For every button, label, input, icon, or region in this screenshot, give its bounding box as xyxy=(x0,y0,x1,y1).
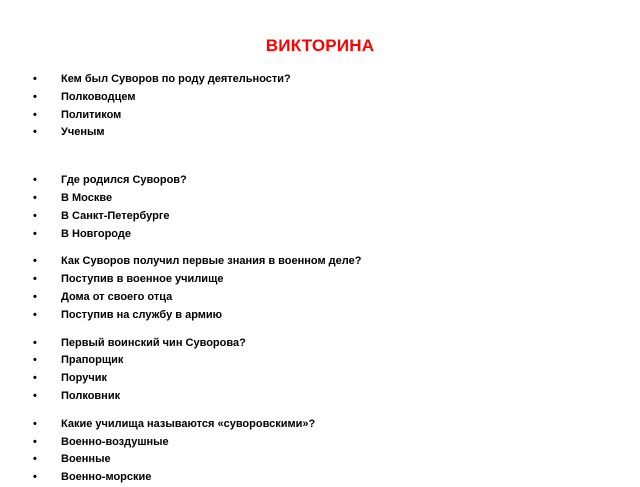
bullet-icon: • xyxy=(33,372,37,385)
question-item xyxy=(0,335,640,351)
answer-item xyxy=(0,124,640,140)
answer-item xyxy=(0,370,640,386)
answer-item xyxy=(0,388,640,404)
question-text: Первый воинский чин Суворова? xyxy=(61,336,246,349)
bullet-icon: • xyxy=(33,209,37,222)
spacer xyxy=(0,325,640,335)
answer-text: Полковник xyxy=(61,389,121,402)
answer-item xyxy=(0,226,640,242)
slide-title: ВИКТОРИНА xyxy=(265,36,375,55)
bullet-icon: • xyxy=(33,417,37,430)
answer-item xyxy=(0,89,640,105)
question-text: Где родился Суворов? xyxy=(61,174,187,187)
bullet-icon: • xyxy=(33,126,37,139)
question-item xyxy=(0,71,640,87)
answer-text: Поступив в военное училище xyxy=(61,273,224,286)
bullet-icon: • xyxy=(33,471,37,484)
answer-text: В Санкт-Петербурге xyxy=(61,209,170,222)
answer-text: Политиком xyxy=(61,108,122,121)
spacer xyxy=(0,406,640,416)
question-item xyxy=(0,416,640,432)
bullet-icon: • xyxy=(33,90,37,103)
answer-text: Ученым xyxy=(61,126,105,139)
bullet-icon: • xyxy=(33,435,37,448)
spacer xyxy=(0,243,640,253)
quiz-question-block xyxy=(0,172,640,241)
question-text: Какие училища называются «суворовскими»? xyxy=(61,417,316,430)
answer-item xyxy=(0,352,640,368)
answer-text: Дома от своего отца xyxy=(61,290,173,303)
spacer xyxy=(0,142,640,172)
answer-item xyxy=(0,434,640,450)
bullet-icon: • xyxy=(33,389,37,402)
bullet-icon: • xyxy=(33,308,37,321)
bullet-icon: • xyxy=(33,191,37,204)
bullet-icon: • xyxy=(33,73,37,85)
bullet-icon: • xyxy=(33,354,37,367)
quiz-question-block xyxy=(0,335,640,404)
answer-text: Поступив на службу в армию xyxy=(61,308,223,321)
bullet-icon: • xyxy=(33,273,37,286)
answer-text: Военно-морские xyxy=(61,471,152,484)
answer-text: В Москве xyxy=(61,191,113,204)
bullet-icon: • xyxy=(33,108,37,121)
answer-item xyxy=(0,451,640,467)
question-text: Как Суворов получил первые знания в военном деле? xyxy=(61,255,362,268)
quiz-question-block xyxy=(0,71,640,140)
answer-text: Полководцем xyxy=(61,90,136,103)
question-item xyxy=(0,172,640,188)
quiz-question-block xyxy=(0,416,640,485)
answer-text: Военные xyxy=(61,453,111,466)
answer-text: В Новгороде xyxy=(61,227,131,240)
answer-text: Прапорщик xyxy=(61,354,124,367)
answer-item xyxy=(0,107,640,123)
bullet-icon: • xyxy=(33,255,37,268)
quiz-question-block xyxy=(0,253,640,322)
answer-item xyxy=(0,307,640,323)
answer-item xyxy=(0,469,640,485)
bullet-icon: • xyxy=(33,453,37,466)
quiz-list xyxy=(0,71,640,487)
bullet-icon: • xyxy=(33,174,37,187)
bullet-icon: • xyxy=(33,336,37,349)
answer-text: Военно-воздушные xyxy=(61,435,169,448)
bullet-icon: • xyxy=(33,290,37,303)
question-text: Кем был Суворов по роду деятельности? xyxy=(61,73,291,85)
answer-item xyxy=(0,289,640,305)
answer-text: Поручик xyxy=(61,372,107,385)
answer-item xyxy=(0,208,640,224)
answer-item xyxy=(0,271,640,287)
answer-item xyxy=(0,190,640,206)
question-item xyxy=(0,253,640,269)
bullet-icon: • xyxy=(33,227,37,240)
